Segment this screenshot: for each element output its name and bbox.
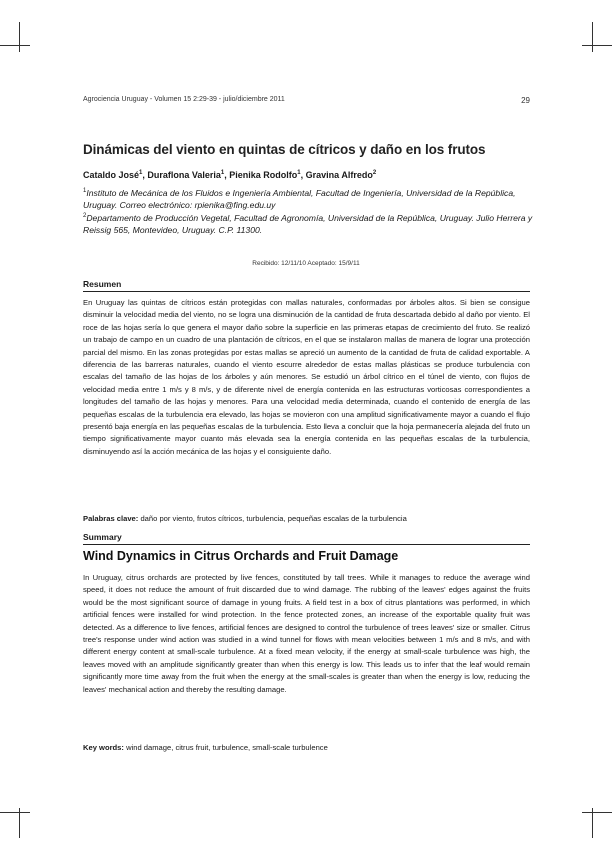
crop-mark	[0, 45, 30, 46]
palabras-clave-label: Palabras clave:	[83, 514, 139, 523]
crop-mark	[582, 45, 612, 46]
section-divider	[83, 544, 530, 545]
crop-mark	[592, 22, 593, 52]
key-words	[83, 743, 530, 752]
author-name: Pienika Rodolfo	[229, 170, 298, 180]
journal-citation: Agrociencia Uruguay - Volumen 15 2:29-39 - julio/diciembre 2011	[83, 96, 285, 103]
crop-mark	[0, 812, 30, 813]
key-words-label: Key words:	[83, 743, 124, 752]
key-words-text: wind damage, citrus fruit, turbulence, small-scale turbulence	[126, 743, 328, 752]
summary-heading: Summary	[83, 532, 122, 542]
received-accepted-dates: Recibido: 12/11/10 Aceptado: 15/9/11	[252, 260, 360, 267]
article-title-spanish: Dinámicas del viento en quintas de cítricos y daño en los frutos	[83, 142, 486, 157]
author-name: Gravina Alfredo	[305, 170, 373, 180]
palabras-clave	[83, 514, 530, 523]
author-name: Cataldo José	[83, 170, 140, 180]
resumen-heading: Resumen	[83, 279, 122, 289]
page-number: 29	[521, 96, 530, 105]
palabras-clave-text: daño por viento, frutos cítricos, turbulencia, pequeñas escalas de la turbulencia	[140, 514, 407, 523]
article-title-english: Wind Dynamics in Citrus Orchards and Fruit Damage	[83, 549, 399, 563]
resumen-body: En Uruguay las quintas de cítricos están protegidas con mallas naturales, conformadas por árboles altos. Si bien se consigue disminuir la velocidad media del viento, no se logra una disminución de la cantidad de fruta descartada debido al daño por viento. El roce de las hojas sería lo que genera el mayor daño sobre la superficie en las primeras etapas de crecimiento del fruto. Se realizó un trabajo de campo en un cuadro de una plantación de cítricos, en el que se instalaron mallas de manera de lograr una protección parcial del mismo. En las zonas protegidas por estas mallas se apreció un aumento de la cantidad de fruta de calidad exportable. A diferencia de las barreras naturales, cuando el viento escurre alrededor de estas mallas plásticas se produce turbulencia con escalas del tamaño de las hojas de los árboles y aún menores. Se estudió un árbol cítrico en el túnel de viento, con flujos de velocidad media entre 1 m/s y 8 m/s, y de diferente nivel de energía contenida en las estructuras vorticosas correspondientes a longitudes del tamaño de las hojas y menores. Para una velocidad media determinada, cuando el contenido de energía de las pequeñas escalas de la turbulencia era elevado, las hojas se movieron con una amplitud significativamente mayor a cuando el flujo presentó baja energía en las pequeñas escalas de la turbulencia. Esto lleva a concluir que la hoja permanecería alejada del fruto un tiempo significativamente mayor cuanto más elevada sea la energía contenida en las pequeñas escalas de la turbulencia, disminuyendo así la acción mecánica de las hojas y el consiguiente daño.	[83, 298, 530, 456]
summary-body: In Uruguay, citrus orchards are protected by live fences, constituted by tall trees. While it manages to reduce the average wind speed, it does not reduce the amount of fruit discarded due to wind damage. The rubbing of the leaves' edges against the fruits would be the most significant source of damage in young fruits. A field test in a box of citrus plantations was performed, in which artificial fences were installed for wind protection. In the fence protected zones, an increase of the exportable quality fruit was detected. As a difference to live fences, artificial fences are designed to control the turbulence of trees leaves' size or smaller. Citrus tree's response under wind action was studied in a wind tunnel for flows with mean velocities between 1 m/s and 8 m/s, and with different energy content at small-scale turbulence. At a fixed mean velocity, if the energy at small-scale turbulence was high, the leaves moved with an amplitude significantly greater than when this energy is low. This leads us to infer that the leaf would remain significantly more time away from the fruit when the energy at the small-scales is greater than when the energy is low, reducing the leaves' mechanical action and thereby the resulting damage.	[83, 573, 530, 694]
crop-mark	[582, 812, 612, 813]
running-header	[83, 96, 530, 108]
section-divider	[83, 291, 530, 292]
affiliation: $^1$Instituto de Mecánica de los Fluidos e Ingeniería Ambiental, Facultad de Ingeniería, Universidad de la República, Uruguay. Correo electrónico: rpienika@fing.edu.uy	[83, 187, 516, 210]
affiliation: $^2$Departamento de Producción Vegetal, Facultad de Agronomía, Universidad de la República, Uruguay. Julio Herrera y Reissig 565, Montevideo, Uruguay. C.P. 11300.	[83, 212, 533, 235]
crop-mark	[19, 22, 20, 52]
author-list: Cataldo José$^1$, Duraflona Valeria$^1$, Pienika Rodolfo$^1$, Gravina Alfredo$^2$	[83, 170, 377, 180]
author-name: Duraflona Valeria	[147, 170, 221, 180]
